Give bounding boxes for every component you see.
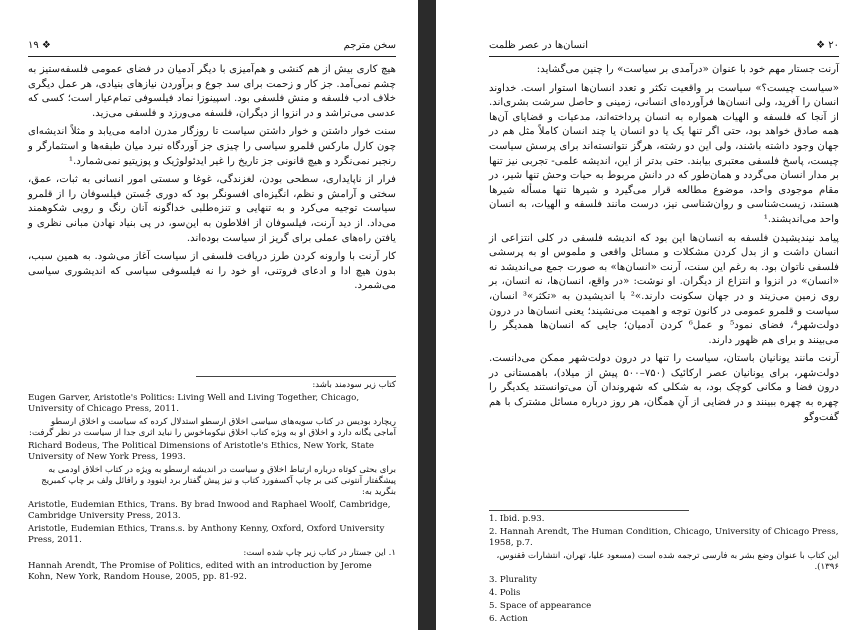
- footnote: Eugen Garver, Aristotle's Politics: Living Well and Living Together, Chicago, University of Chicago Press, 2011.: [28, 393, 360, 414]
- footnote: برای بحثی کوتاه درباره ارتباط اخلاق و سیاست در اندیشه ارسطو به ویژه در کتاب اخلاق اودمی به پیشگفتار آنتونی کنی بر چاپ آکسفورد کتاب و نیز پیش گفتار برد اینوود و رافائل ولف بر چاپ کمبریج بنگرید به:: [41, 465, 396, 497]
- footnote: 6. Action: [489, 614, 528, 624]
- footnote: 4. Polis: [489, 588, 521, 598]
- page-number: ❖ ۲۰: [816, 40, 839, 51]
- paragraph: سنت خوار داشتن و خوار داشتن سیاست تا روزگار مدرن ادامه می‌یابد و مثلاً اندیشه‌ای چون کارل مارکس قلمرو سیاسی را چیزی جز آوردگاه نبرد میان طبقه‌ها و استثمارگر و رنجبر نمی‌نگرد و هیچ قانونی جز تاریخ را غیر ایدئولوژیک و پوزیتیو نمی‌شمارد.¹: [28, 126, 396, 167]
- footnote: 5. Space of appearance: [489, 601, 592, 611]
- footnote: Aristotle, Eudemian Ethics, Trans.s. by Anthony Kenny, Oxford, Oxford University Press, 2011.: [28, 524, 385, 545]
- footnote: Richard Bodeus, The Political Dimensions of Aristotle's Ethics, New York, State University of New York Press, 1993.: [28, 441, 374, 462]
- header-rule: [28, 56, 396, 57]
- footnote: کتاب زیر سودمند باشد:: [312, 380, 396, 390]
- footnote: ریچارد بودیس در کتاب سویه‌های سیاسی اخلاق ارسطو استدلال کرده که سیاست و اخلاق ارسطو آماجی یگانه دارد و اخلاق او به ویژه کتاب اخلاق نیکوماخوس را نباید اثری جدا از سیاست در نظر گرفت:: [29, 417, 396, 438]
- running-title: سخن مترجم: [343, 40, 396, 51]
- footnote: 3. Plurality: [489, 575, 538, 585]
- running-title: انسان‌ها در عصر ظلمت: [489, 40, 589, 51]
- page-number: ۱۹ ❖: [28, 40, 51, 51]
- paragraph: هیچ کاری بیش از هم کنشی و هم‌آمیزی با دیگر آدمیان در فضای عمومی فلسفه‌ستیز به چشم نمی‌آمد. جز کار و زحمت برای سد جوع و برآوردن نیازهای بنیادی، هر عمل دیگری خلاف ادب فلسفه و منش فلسفی بود. اسپینوزا نماد فیلسوفی تمام‌عیار است؛ کسی که عدسی می‌تراشد و در انزوا از دیگران، فلسفه می‌ورزد و فلسفی می‌زید.: [28, 64, 396, 119]
- page-header: [489, 40, 839, 56]
- paragraph: «سیاست چیست؟» سیاست بر واقعیت تکثر و تعدد انسان‌ها استوار است. خداوند انسان را آفرید، ولی انسان‌ها فرآورده‌ای انسانی، زمینی و حاصل سرشت بشری‌اند. از آنجا که فلسفه و الهیات همواره به انسان پرداخته‌اند، مدعیات و قضایای آن‌ها همه صادق خواهد بود، حتی اگر تنها یک یا دو انسان یا چند انسان کاملاً مثل هم در جهان وجود داشته باشند، ولی این دو رشته، هرگز نتوانسته‌اند برای پرسش سیاست چیست، پاسخ فلسفی معتبری بیابند. حتی بدتر از این، اندیشه علمی- تجربی نیز تنها بر مدار انسان می‌گردد و همان‌طور که در دانش مربوط به حیات وحش تنها شیر، در مقام موجودی واحد، موضوع مطالعه قرار می‌گیرد و شیرها تنها مسأله شیرها هستند، زیست‌شناسی و روان‌شناسی نیز، درست مانند فلسفه و الهیات، به انسان واحد می‌اندیشند.¹: [489, 82, 839, 225]
- paragraph: آرنت مانند یونانیان باستان، سیاست را تنها در درون دولت‌شهر ممکن می‌دانست. دولت‌شهر، برای یونانیان عصر ارکائیک (۷۵۰–۵۰۰ پیش از میلاد)، باهمستانی در درون فضا و مکانی کوچک بود، به شکلی که شهروندان آن می‌توانستند یکدیگر را چهره به چهره ببینند و در فضایی از آنِ همگان، هر روز درباره مسائل مشترک با هم گفت‌وگو: [489, 353, 839, 423]
- header-rule: [489, 56, 839, 57]
- footnotes: [28, 380, 396, 620]
- footnote: Aristotle, Eudemian Ethics, Trans. By brad Inwood and Raphael Woolf, Cambridge, Cambridge University Press, 2013.: [28, 500, 391, 521]
- page-header: [28, 40, 396, 56]
- footnote: این کتاب با عنوان وضع بشر به فارسی ترجمه شده است (مسعود علیا، تهران، انتشارات ققنوس، ۱۳۹۶).: [496, 551, 839, 572]
- paragraph: کار آرنت با وارونه کردن طرز دریافت فلسفی از سیاست آغاز می‌شود. به همین سبب، بدون هیچ ادا و ادعای فروتنی، او خود را نه فیلسوفی سیاسی که اندیشوری سیاسی می‌شمرد.: [28, 251, 396, 292]
- paragraph: فرار از ناپایداری، سطحی بودن، لغزندگی، غوغا و سستی امور انسانی به ثبات، عمق، سختی و آرامش و نظم، انگیزه‌ای افسونگر بود که دوری جُستن فیلسوفان را از قلمرو سیاست توجیه می‌کرد و به تنهایی و تنزه‌طلبی خداگونه آنان رنگ و رویی شکوهمند می‌داد. از دید آرنت، فیلسوفان از افلاطون به این‌سو، در پی بنیاد نهادن مبانی نظری و یافتن راه‌های عملی برای گریز از سیاست بوده‌اند.: [28, 174, 396, 244]
- body-text: [489, 63, 839, 503]
- paragraph: آرنت جستار مهم خود با عنوان «درآمدی بر سیاست» را چنین می‌گشاید:: [536, 64, 839, 75]
- footnote: ۱. این جستار در کتاب زیر چاپ شده است:: [243, 548, 396, 558]
- footnote: 1. Ibid. p.93.: [489, 514, 545, 524]
- right-page: [436, 0, 859, 630]
- paragraph: پیامد نیندیشیدن فلسفه به انسان‌ها این بود که اندیشه فلسفی در کلی انتزاعی از انسان داشت و از بدل کردن مشکلات و مسائل واقعی و ملموس او به پرسشی فلسفی ناتوان بود. به رغم این سنت، آرنت «انسان‌ها» به صورت جمع می‌اندیشد نه «انسان» در انزوا و انتزاع از دیگران. او نوشت: «در واقع، انسان‌ها، نه انسان، بر روی زمین می‌زیند و در جهان سکونت دارند.»² با اندیشیدن به «تکثر»³ انسان، سیاست و قلمرو عمومی در کانون توجه و اهمیت می‌نشیند؛ یعنی انسان‌ها در درون دولت‌شهر⁴، فضای نمود⁵ و عمل⁶ کردن آدمیان؛ جایی که انسان‌ها همدیگر را می‌بینند و برای هم ظهور دارند.: [489, 232, 839, 346]
- footnotes: [489, 514, 839, 624]
- left-page: [0, 0, 418, 630]
- footnote: 2. Hannah Arendt, The Human Condition, Chicago, University of Chicago Press, 1958, p.7.: [489, 527, 839, 548]
- footnote-rule: [196, 376, 396, 377]
- footnote: Hannah Arendt, The Promise of Politics, edited with an introduction by Jerome Kohn, New York, Random House, 2005, pp. 81-92.: [28, 561, 372, 582]
- body-text: [28, 63, 396, 368]
- footnote-rule: [489, 510, 689, 511]
